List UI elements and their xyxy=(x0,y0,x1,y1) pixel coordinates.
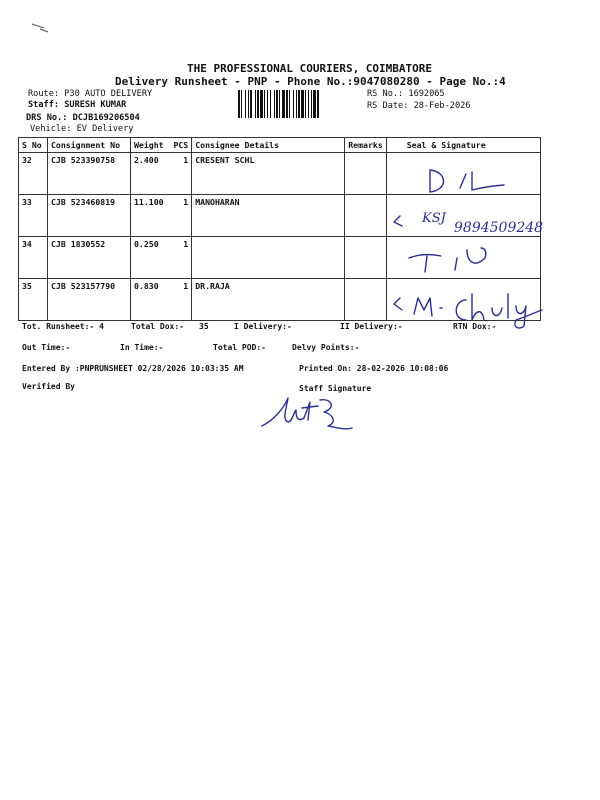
row33-phone: 9894509248 xyxy=(454,220,544,236)
tot-runsheet: Tot. Runsheet:- 4 xyxy=(22,322,104,331)
cell-sno: 34 xyxy=(19,237,48,279)
entered-by: Entered By :PNPRUNSHEET 02/28/2026 10:03:35 AM xyxy=(22,364,244,373)
ii-delivery: II Delivery:- xyxy=(340,322,403,331)
cell-sno: 33 xyxy=(19,195,48,237)
cell-consignment: CJB 523157790 xyxy=(48,279,131,321)
signature-row-34 xyxy=(405,244,495,274)
route-info: Route: P30 AUTO DELIVERY xyxy=(28,89,153,99)
cell-consignment: CJB 523390758 xyxy=(48,153,131,195)
total-pod: Total POD:- xyxy=(213,343,266,352)
vehicle-info: Vehicle: EV Delivery xyxy=(30,124,134,134)
drs-number: DRS No.: DCJB169206504 xyxy=(26,113,140,123)
rs-number: RS No.: 1692065 xyxy=(367,89,445,99)
company-title: THE PROFESSIONAL COURIERS, COIMBATORE xyxy=(187,62,433,75)
cell-remarks xyxy=(345,195,387,237)
row33-initials: KSJ xyxy=(422,211,446,226)
cell-weight-pcs: 11.100 1 xyxy=(131,195,192,237)
printed-on: Printed On: 28-02-2026 10:08:06 xyxy=(299,364,449,373)
rtn-dox: RTN Dox:- xyxy=(453,322,497,331)
cell-consignee: CRESENT SCHL xyxy=(192,153,345,195)
cell-consignment: CJB 1830552 xyxy=(48,237,131,279)
header-consignment: Consignment No xyxy=(48,138,131,153)
total-dox-value: 35 xyxy=(199,322,209,331)
header-seal-signature: Seal & Signature xyxy=(386,138,540,153)
barcode-icon xyxy=(238,90,362,118)
header-sno: S No xyxy=(19,138,48,153)
total-dox-label: Total Dox:- xyxy=(131,322,184,331)
cell-consignee: DR.RAJA xyxy=(192,279,345,321)
signature-row-32 xyxy=(420,166,520,196)
cell-weight-pcs: 0.830 1 xyxy=(131,279,192,321)
header-remarks: Remarks xyxy=(345,138,387,153)
staff-info: Staff: SURESH KUMAR xyxy=(28,100,127,110)
staff-signature-label: Staff Signature xyxy=(299,384,372,393)
rs-date: RS Date: 28-Feb-2026 xyxy=(367,101,471,111)
cell-remarks xyxy=(345,279,387,321)
cell-consignee xyxy=(192,237,345,279)
delvy-points: Delvy Points:- xyxy=(292,343,360,352)
in-time: In Time:- xyxy=(120,343,164,352)
staff-signature xyxy=(258,392,358,434)
i-delivery: I Delivery:- xyxy=(234,322,292,331)
cell-sno: 32 xyxy=(19,153,48,195)
out-time: Out Time:- xyxy=(22,343,71,352)
cell-weight-pcs: 0.250 1 xyxy=(131,237,192,279)
cell-remarks xyxy=(345,237,387,279)
header-weight-pcs: Weight PCS xyxy=(131,138,192,153)
cell-consignment: CJB 523460819 xyxy=(48,195,131,237)
cell-weight-pcs: 2.400 1 xyxy=(131,153,192,195)
runsheet-subtitle: Delivery Runsheet - PNP - Phone No.:9047080280 - Page No.:4 xyxy=(115,75,506,88)
cell-remarks xyxy=(345,153,387,195)
cell-consignee: MANOHARAN xyxy=(192,195,345,237)
scan-mark xyxy=(30,22,90,42)
verified-by: Verified By xyxy=(22,382,75,391)
cell-sno: 35 xyxy=(19,279,48,321)
header-consignee: Consignee Details xyxy=(192,138,345,153)
table-header-row xyxy=(19,138,541,153)
signature-row-33 xyxy=(388,200,563,240)
